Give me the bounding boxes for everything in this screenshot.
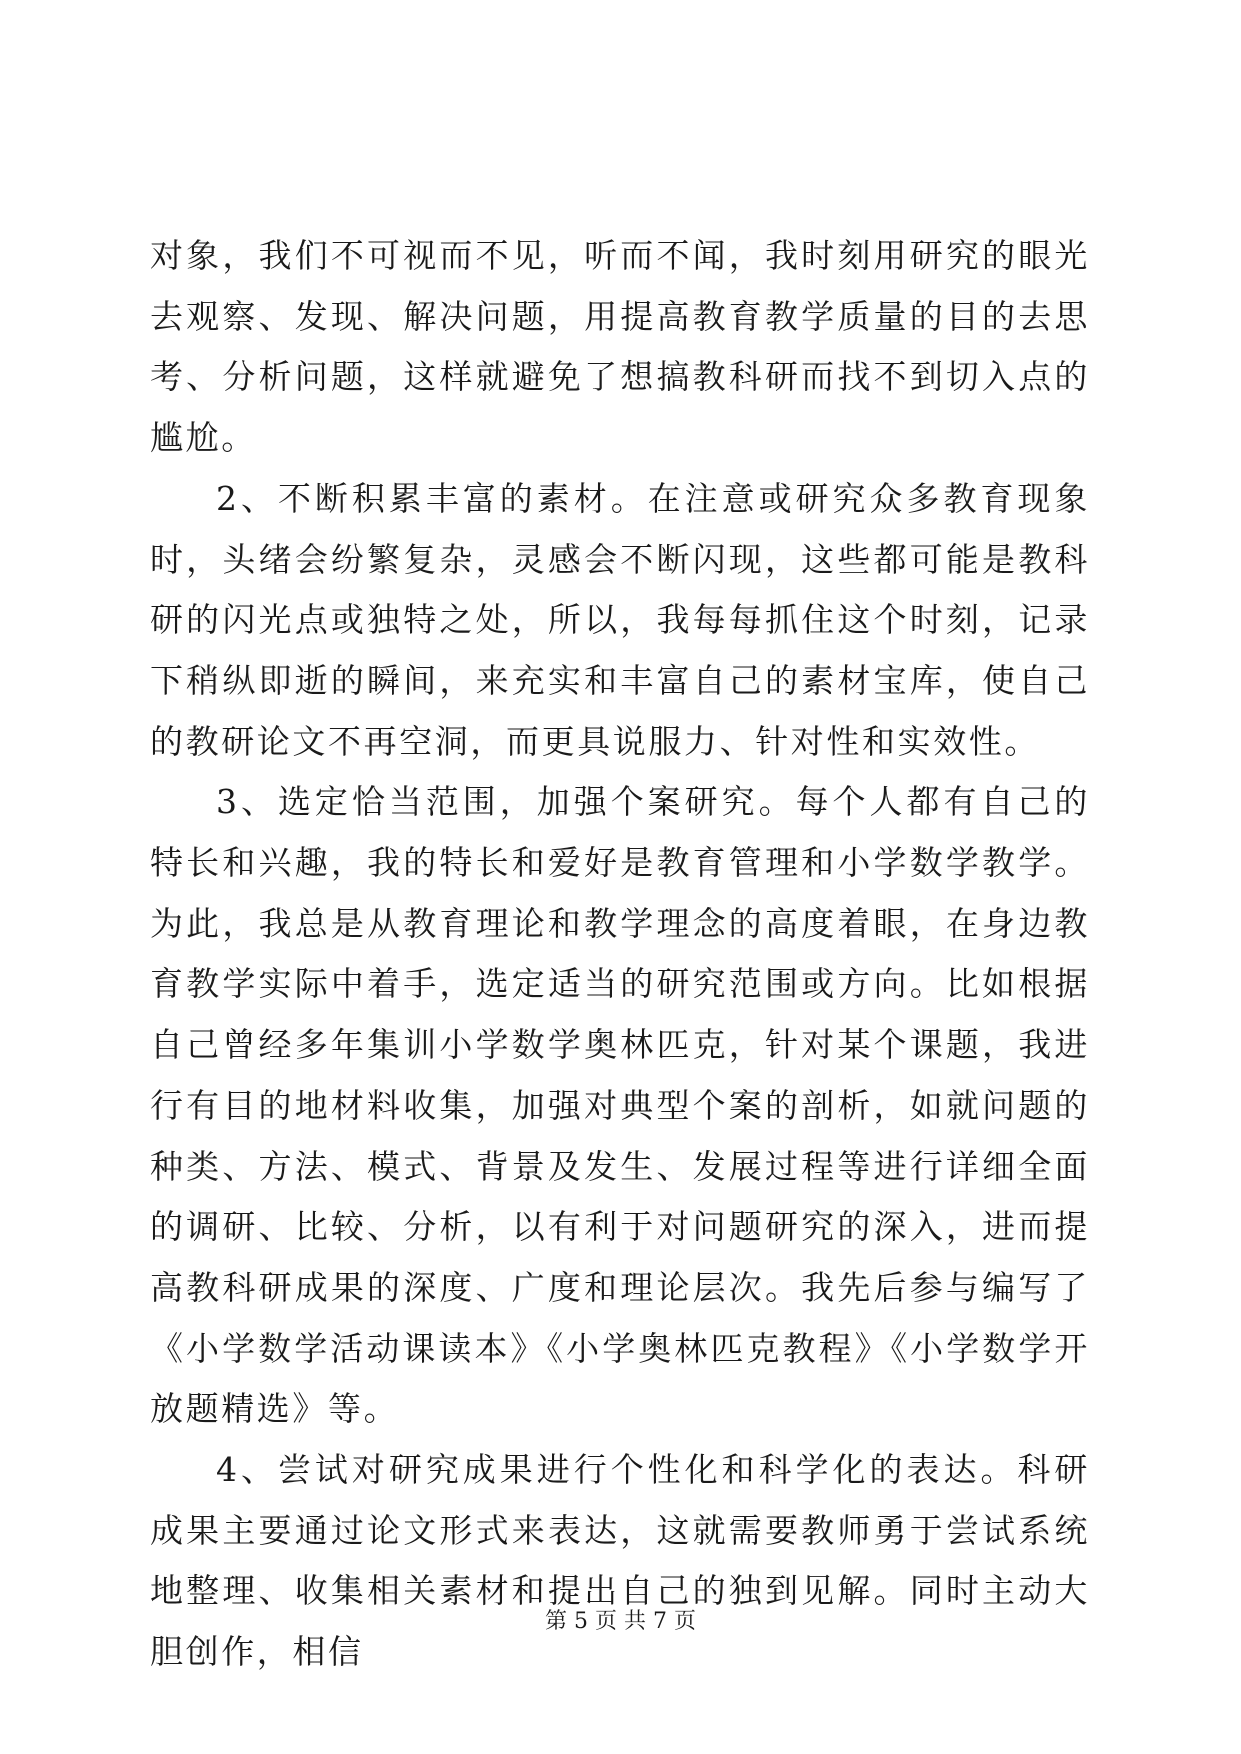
paragraph-2: 2、不断积累丰富的素材。在注意或研究众多教育现象时，头绪会纷繁复杂，灵感会不断闪现，这些都可能是教科研的闪光点或独特之处，所以，我每每抓住这个时刻，记录下稍纵即逝的瞬间，来充实和丰富自己的素材宝库，使自己的教研论文不再空洞，而更具说服力、针对性和实效性。 xyxy=(150,478,1090,761)
paragraph-4: 4、尝试对研究成果进行个性化和科学化的表达。科研成果主要通过论文形式来表达，这就需要教师勇于尝试系统地整理、收集相关素材和提出自己的独到见解。同时主动大胆创作，相信 xyxy=(150,1450,1090,1672)
paragraph-1: 对象，我们不可视而不见，听而不闻，我时刻用研究的眼光去观察、发现、解决问题，用提高教育教学质量的目的去思考、分析问题，这样就避免了想搞教科研而找不到切入点的尴尬。 xyxy=(150,236,1090,458)
page-footer: 第 5 页 共 7 页 xyxy=(545,1609,696,1634)
document-body xyxy=(150,226,1090,1683)
paragraph-3: 3、选定恰当范围，加强个案研究。每个人都有自己的特长和兴趣，我的特长和爱好是教育管理和小学数学教学。为此，我总是从教育理论和教学理念的高度着眼，在身边教育教学实际中着手，选定适当的研究范围或方向。比如根据自己曾经多年集训小学数学奥林匹克，针对某个课题，我进行有目的地材料收集，加强对典型个案的剖析，如就问题的种类、方法、模式、背景及发生、发展过程等进行详细全面的调研、比较、分析，以有利于对问题研究的深入，进而提高教科研成果的深度、广度和理论层次。我先后参与编写了《小学数学活动课读本》《小学奥林匹克教程》《小学数学开放题精选》等。 xyxy=(150,782,1090,1429)
